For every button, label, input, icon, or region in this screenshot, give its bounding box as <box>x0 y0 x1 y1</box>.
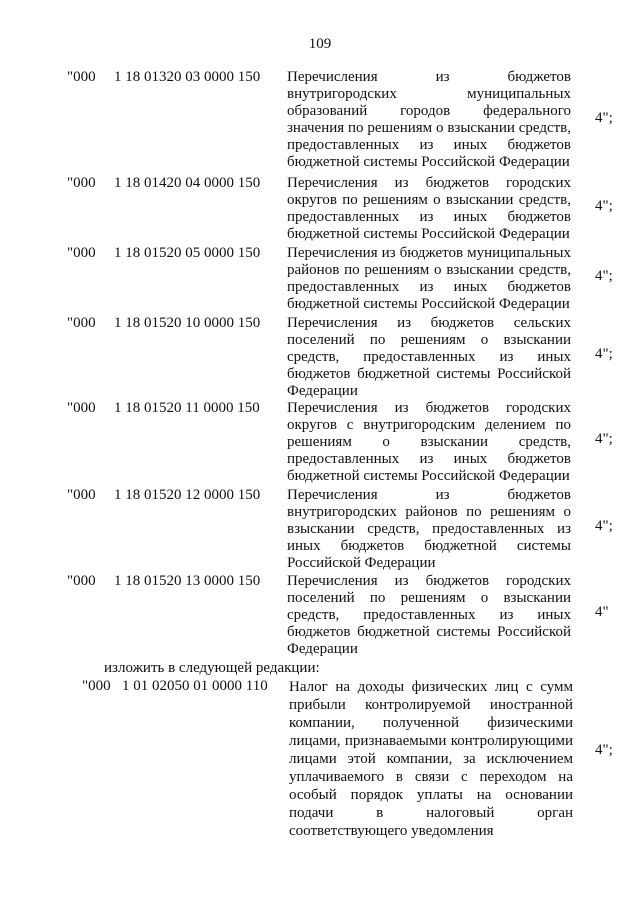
entry-prefix: "000 <box>67 69 96 85</box>
page-number: 109 <box>308 36 332 52</box>
entry-prefix: "000 <box>67 245 96 261</box>
entry-suffix: 4"; <box>595 431 613 447</box>
entry-prefix: "000 <box>67 487 96 503</box>
entry-description: Перечисления из бюджетов внутригородских муниципальных образований городов федерального значения по решениям о взыскании средств, предоставленных из иных бюджетов бюджетной системы Российской Федерации <box>287 69 571 170</box>
entry-suffix: 4"; <box>595 110 613 126</box>
budget-classification-code: 1 18 01520 10 0000 150 <box>114 315 261 331</box>
entry-prefix: "000 <box>67 315 96 331</box>
entry-suffix: 4"; <box>595 198 613 214</box>
budget-classification-code: 1 18 01320 03 0000 150 <box>114 69 261 85</box>
entry-description: Перечисления из бюджетов внутригородских районов по решениям о взыскании средств, предоставленных из иных бюджетов бюджетной системы Российской Федерации <box>287 487 571 571</box>
budget-classification-code: 1 18 01420 04 0000 150 <box>114 175 261 191</box>
entry-suffix: 4"; <box>595 268 613 284</box>
entry-suffix: 4" <box>595 604 609 620</box>
budget-classification-code: 1 18 01520 11 0000 150 <box>114 400 260 416</box>
budget-classification-code: 1 18 01520 05 0000 150 <box>114 245 261 261</box>
entry-description: Перечисления из бюджетов городских поселений по решениям о взыскании средств, предоставленных из иных бюджетов бюджетной системы Российской Федерации <box>287 573 571 657</box>
entry-description: Перечисления из бюджетов сельских поселений по решениям о взыскании средств, предоставленных из иных бюджетов бюджетной системы Российской Федерации <box>287 315 571 399</box>
entry-prefix: "000 <box>67 175 96 191</box>
entry-description: Налог на доходы физических лиц с сумм прибыли контролируемой иностранной компании, полученной физическими лицами, признаваемыми контролирующими лицами этой компании, за исключением уплачиваемого в связи с переходом на особый порядок уплаты на основании подачи в налоговый орган соответствующего уведомления <box>289 679 573 839</box>
amendment-intro-text: изложить в следующей редакции: <box>104 660 320 676</box>
entry-description: Перечисления из бюджетов городских округов с внутригородским делением по решениям о взыскании средств, предоставленных из иных бюджетов бюджетной системы Российской Федерации <box>287 400 571 484</box>
entry-prefix: "000 <box>67 400 96 416</box>
entry-prefix: "000 <box>67 573 96 589</box>
budget-classification-code: 1 18 01520 13 0000 150 <box>114 573 261 589</box>
entry-prefix: "000 <box>82 678 111 694</box>
entry-suffix: 4"; <box>595 742 613 758</box>
budget-classification-code: 1 01 02050 01 0000 110 <box>122 678 268 694</box>
budget-classification-code: 1 18 01520 12 0000 150 <box>114 487 261 503</box>
entry-description: Перечисления из бюджетов муниципальных районов по решениям о взыскании средств, предоставленных из иных бюджетов бюджетной системы Российской Федерации <box>287 245 571 312</box>
entry-suffix: 4"; <box>595 518 613 534</box>
entry-description: Перечисления из бюджетов городских округов по решениям о взыскании средств, предоставленных из иных бюджетов бюджетной системы Российской Федерации <box>287 175 571 242</box>
entry-suffix: 4"; <box>595 346 613 362</box>
